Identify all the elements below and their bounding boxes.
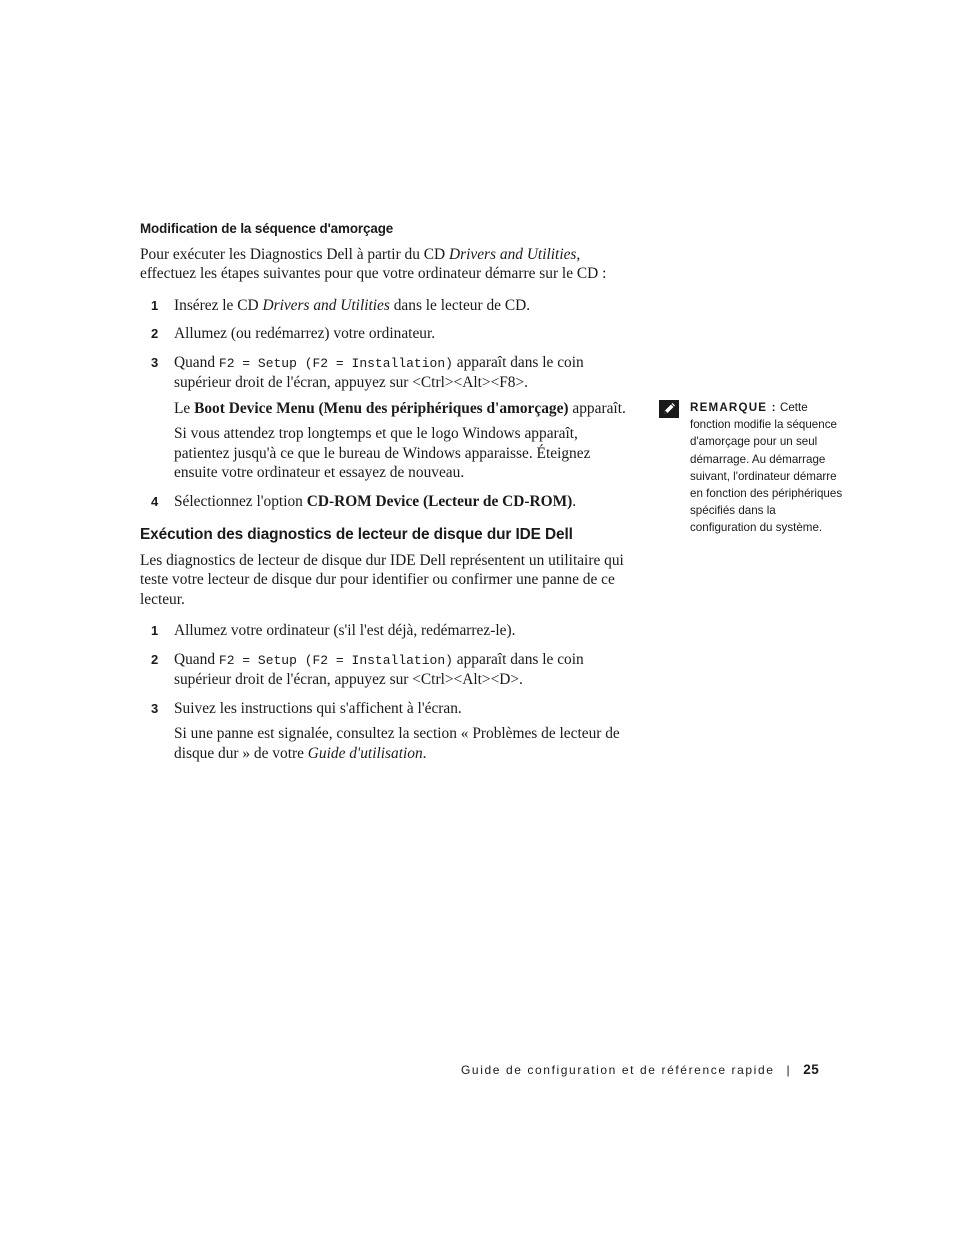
ide-diagnostics-section (140, 525, 630, 763)
list-item: 3 Quand F2 = Setup (F2 = Installation) apparaît dans le coin supérieur droit de l'écran, appuyez sur <Ctrl><Alt><F8>. Le Boot Device Menu (Menu des périphériques d'amorçage) apparaît. Si vous attendez trop longtemps et que le logo Windows apparaît, patientez jusqu'à ce que le bureau de Windows apparaisse. Éteignez ensuite votre ordinateur et essayez de nouveau. (140, 353, 630, 483)
note-callout (659, 399, 845, 537)
ide-steps-list (140, 621, 630, 763)
page-footer (461, 1062, 819, 1077)
section-intro: Les diagnostics de lecteur de disque dur IDE Dell représentent un utilitaire qui teste votre lecteur de disque dur pour identifier ou confirmer une panne de ce lecteur. (140, 551, 624, 608)
page-number: 25 (803, 1062, 820, 1077)
note-body: Cette fonction modifie la séquence d'amorçage pour un seul démarrage. Au démarrage suivant, l'ordinateur démarre en fonction des périphériques spécifiés dans la configuration du système. (690, 401, 843, 535)
list-item: 1 Insérez le CD Drivers and Utilities dans le lecteur de CD. (151, 296, 531, 314)
list-item: 2 Allumez (ou redémarrez) votre ordinateur. (151, 325, 436, 342)
step-number: 1 (151, 623, 159, 638)
section-intro: Pour exécuter les Diagnostics Dell à partir du CD Drivers and Utilities, effectuez les étapes suivantes pour que votre ordinateur démarre sur le CD : (140, 245, 607, 282)
step-number: 2 (151, 326, 159, 341)
footer-separator: | (786, 1063, 792, 1077)
boot-steps-list (140, 296, 630, 512)
code-text: F2 = Setup (F2 = Installation) (218, 355, 453, 371)
section-heading-boot-sequence: Modification de la séquence d'amorçage (140, 221, 394, 236)
step-number: 1 (151, 297, 159, 313)
step-number: 3 (151, 354, 159, 370)
step-number: 3 (151, 700, 159, 716)
main-content (140, 219, 630, 772)
note-pencil-icon (659, 400, 679, 418)
footer-title: Guide de configuration et de référence rapide (461, 1063, 775, 1077)
step-number: 4 (151, 493, 159, 509)
step-paragraph: Le Boot Device Menu (Menu des périphériques d'amorçage) apparaît. (174, 399, 626, 417)
list-item: 2 Quand F2 = Setup (F2 = Installation) apparaît dans le coin supérieur droit de l'écran, appuyez sur <Ctrl><Alt><D>. (151, 650, 584, 688)
list-item: 3 Suivez les instructions qui s'affichent à l'écran. Si une panne est signalée, consultez la section « Problèmes de lecteur de disque dur » de votre Guide d'utilisation. (140, 699, 630, 764)
note-text (690, 399, 845, 537)
list-item: 1 Allumez votre ordinateur (s'il l'est déjà, redémarrez-le). (151, 622, 516, 639)
code-text: F2 = Setup (F2 = Installation) (218, 652, 453, 668)
step-paragraph: Si une panne est signalée, consultez la section « Problèmes de lecteur de disque dur » de votre Guide d'utilisation. (174, 725, 620, 762)
step-number: 2 (151, 651, 159, 667)
step-paragraph: Si vous attendez trop longtemps et que le logo Windows apparaît, patientez jusqu'à ce que le bureau de Windows apparaisse. Éteignez ensuite votre ordinateur et essayez de nouveau. (174, 425, 591, 481)
section-heading-ide-diagnostics: Exécution des diagnostics de lecteur de disque dur IDE Dell (140, 526, 573, 543)
list-item: 4 Sélectionnez l'option CD-ROM Device (Lecteur de CD-ROM). (151, 492, 577, 510)
note-label: REMARQUE : (690, 401, 777, 414)
